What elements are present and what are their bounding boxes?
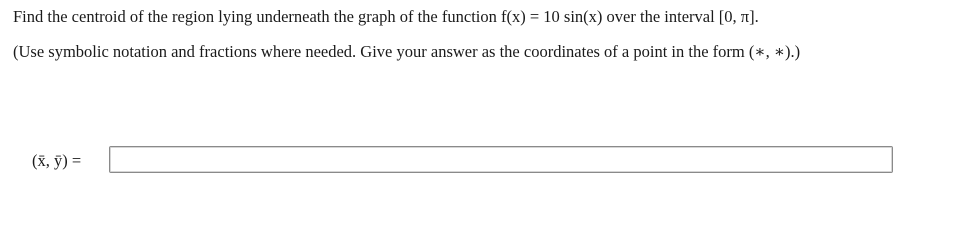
question-prefix: Find the centroid of the region lying underneath the graph of the function [13,7,501,26]
question-text [13,7,759,27]
answer-label: (x̄, ȳ) = [32,151,82,170]
interval-expression: [0, π] [718,7,755,26]
question-suffix: . [754,7,759,26]
function-expression: f(x) = 10 sin(x) [501,7,603,26]
answer-input[interactable] [109,146,893,173]
instruction-text: (Use symbolic notation and fractions where needed. Give your answer as the coordinates of a point in the form (∗, ∗).) [13,42,801,61]
question-middle: over the interval [602,7,719,26]
